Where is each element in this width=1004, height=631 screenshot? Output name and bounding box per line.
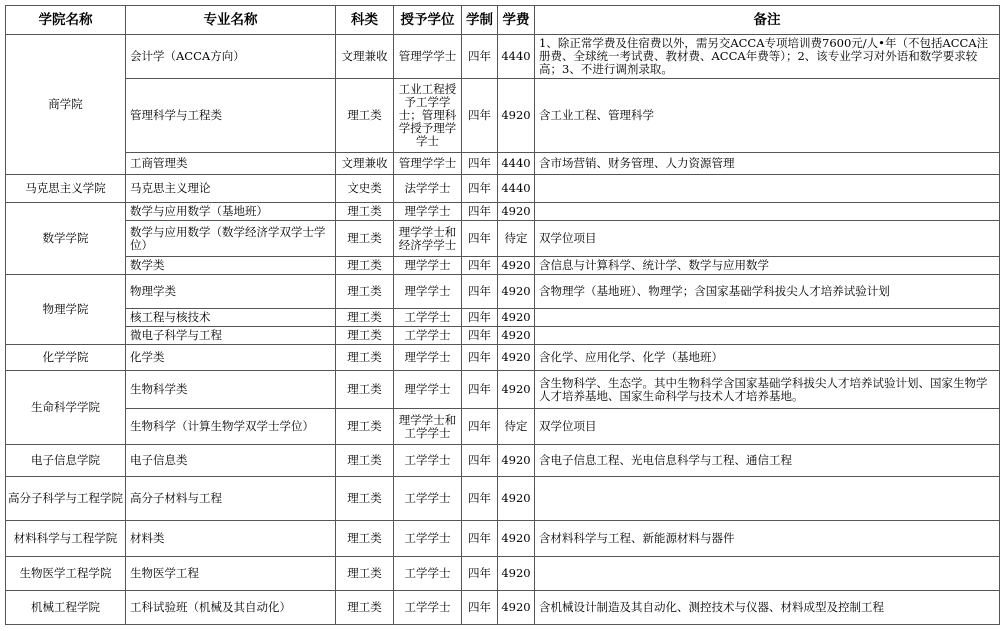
table-row: [6, 557, 1000, 591]
remarks-cell: 含工业工程、管理科学: [535, 79, 1000, 153]
tuition-cell: 4920: [498, 477, 535, 521]
header-tuition: 学费: [498, 6, 535, 35]
category-cell: 文史类: [336, 175, 394, 203]
duration-cell: 四年: [462, 309, 498, 327]
major-name-cell: 高分子材料与工程: [126, 477, 336, 521]
table-row: [6, 327, 1000, 345]
category-cell: 理工类: [336, 445, 394, 477]
tuition-cell: 待定: [498, 221, 535, 257]
remarks-cell: 含生物科学、生态学。其中生物科学含国家基础学科拔尖人才培养试验计划、国家生物学人才培养基地、国家生命科学与技术人才培养基地。: [535, 371, 1000, 409]
category-cell: 理工类: [336, 591, 394, 625]
table-row: [6, 445, 1000, 477]
tuition-cell: 4920: [498, 371, 535, 409]
duration-cell: 四年: [462, 275, 498, 309]
major-name-cell: 微电子科学与工程: [126, 327, 336, 345]
degree-cell: 工学学士: [394, 445, 462, 477]
major-name-cell: 材料类: [126, 521, 336, 557]
table-row: [6, 221, 1000, 257]
major-name-cell: 马克思主义理论: [126, 175, 336, 203]
degree-cell: 理学学士: [394, 203, 462, 221]
duration-cell: 四年: [462, 203, 498, 221]
table-row: [6, 257, 1000, 275]
degree-cell: 工学学士: [394, 327, 462, 345]
remarks-cell: 含物理学（基地班）、物理学；含国家基础学科拔尖人才培养试验计划: [535, 275, 1000, 309]
degree-cell: 工业工程授予工学学士；管理科学授予理学学士: [394, 79, 462, 153]
college-name-cell: 马克思主义学院: [6, 175, 126, 203]
major-name-cell: 电子信息类: [126, 445, 336, 477]
remarks-cell: 含材料科学与工程、新能源材料与器件: [535, 521, 1000, 557]
duration-cell: 四年: [462, 557, 498, 591]
major-name-cell: 工科试验班（机械及其自动化）: [126, 591, 336, 625]
table-row: [6, 477, 1000, 521]
category-cell: 理工类: [336, 327, 394, 345]
duration-cell: 四年: [462, 445, 498, 477]
tuition-cell: 4920: [498, 445, 535, 477]
duration-cell: 四年: [462, 371, 498, 409]
major-name-cell: 生物科学类: [126, 371, 336, 409]
tuition-cell: 4920: [498, 591, 535, 625]
header-degree: 授予学位: [394, 6, 462, 35]
category-cell: 文理兼收: [336, 35, 394, 79]
duration-cell: 四年: [462, 257, 498, 275]
degree-cell: 工学学士: [394, 557, 462, 591]
category-cell: 理工类: [336, 557, 394, 591]
degree-cell: 理学学士和经济学学士: [394, 221, 462, 257]
degree-cell: 工学学士: [394, 477, 462, 521]
college-name-cell: 机械工程学院: [6, 591, 126, 625]
remarks-cell: 含化学、应用化学、化学（基地班）: [535, 345, 1000, 371]
major-name-cell: 会计学（ACCA方向）: [126, 35, 336, 79]
table-row: [6, 409, 1000, 445]
degree-cell: 理学学士: [394, 345, 462, 371]
remarks-cell: [535, 175, 1000, 203]
degree-cell: 管理学学士: [394, 35, 462, 79]
category-cell: 理工类: [336, 521, 394, 557]
college-name-cell: 物理学院: [6, 275, 126, 345]
degree-cell: 工学学士: [394, 591, 462, 625]
table-row: [6, 345, 1000, 371]
remarks-cell: [535, 203, 1000, 221]
major-name-cell: 化学类: [126, 345, 336, 371]
college-name-cell: 生命科学学院: [6, 371, 126, 445]
category-cell: 理工类: [336, 257, 394, 275]
remarks-cell: [535, 327, 1000, 345]
remarks-cell: 含电子信息工程、光电信息科学与工程、通信工程: [535, 445, 1000, 477]
college-name-cell: 化学学院: [6, 345, 126, 371]
degree-cell: 工学学士: [394, 309, 462, 327]
duration-cell: 四年: [462, 221, 498, 257]
degree-cell: 法学学士: [394, 175, 462, 203]
college-name-cell: 生物医学工程学院: [6, 557, 126, 591]
table-row: [6, 203, 1000, 221]
duration-cell: 四年: [462, 477, 498, 521]
remarks-cell: [535, 309, 1000, 327]
tuition-cell: 4920: [498, 345, 535, 371]
major-name-cell: 物理学类: [126, 275, 336, 309]
major-name-cell: 生物医学工程: [126, 557, 336, 591]
degree-cell: 工学学士: [394, 521, 462, 557]
college-name-cell: 高分子科学与工程学院: [6, 477, 126, 521]
category-cell: 理工类: [336, 79, 394, 153]
tuition-cell: 4920: [498, 203, 535, 221]
remarks-cell: 含机械设计制造及其自动化、测控技术与仪器、材料成型及控制工程: [535, 591, 1000, 625]
remarks-cell: [535, 477, 1000, 521]
category-cell: 理工类: [336, 309, 394, 327]
category-cell: 理工类: [336, 409, 394, 445]
tuition-cell: 4920: [498, 557, 535, 591]
tuition-cell: 4920: [498, 327, 535, 345]
remarks-cell: 含信息与计算科学、统计学、数学与应用数学: [535, 257, 1000, 275]
tuition-cell: 4920: [498, 257, 535, 275]
college-name-cell: 商学院: [6, 35, 126, 175]
college-name-cell: 电子信息学院: [6, 445, 126, 477]
table-row: [6, 275, 1000, 309]
remarks-cell: 双学位项目: [535, 221, 1000, 257]
remarks-cell: 双学位项目: [535, 409, 1000, 445]
category-cell: 理工类: [336, 221, 394, 257]
table-row: [6, 79, 1000, 153]
tuition-cell: 4440: [498, 153, 535, 175]
duration-cell: 四年: [462, 409, 498, 445]
table-row: [6, 35, 1000, 79]
remarks-cell: 1、除正常学费及住宿费以外，需另交ACCA专项培训费7600元/人•年（不包括ACCA注册费、全球统一考试费、教材费、ACCA年费等）；2、该专业学习对外语和数学要求较高；3、不进行调剂录取。: [535, 35, 1000, 79]
degree-cell: 理学学士: [394, 371, 462, 409]
duration-cell: 四年: [462, 521, 498, 557]
duration-cell: 四年: [462, 35, 498, 79]
degree-cell: 管理学学士: [394, 153, 462, 175]
category-cell: 理工类: [336, 371, 394, 409]
category-cell: 文理兼收: [336, 153, 394, 175]
header-major: 专业名称: [126, 6, 336, 35]
tuition-cell: 4920: [498, 309, 535, 327]
college-name-cell: 数学学院: [6, 203, 126, 275]
duration-cell: 四年: [462, 327, 498, 345]
major-name-cell: 生物科学（计算生物学双学士学位）: [126, 409, 336, 445]
tuition-cell: 4920: [498, 521, 535, 557]
table-row: [6, 175, 1000, 203]
duration-cell: 四年: [462, 153, 498, 175]
major-name-cell: 核工程与核技术: [126, 309, 336, 327]
category-cell: 理工类: [336, 345, 394, 371]
category-cell: 理工类: [336, 203, 394, 221]
table-row: [6, 591, 1000, 625]
header-category: 科类: [336, 6, 394, 35]
degree-cell: 理学学士和工学学士: [394, 409, 462, 445]
table-row: [6, 153, 1000, 175]
duration-cell: 四年: [462, 175, 498, 203]
remarks-cell: 含市场营销、财务管理、人力资源管理: [535, 153, 1000, 175]
major-name-cell: 管理科学与工程类: [126, 79, 336, 153]
duration-cell: 四年: [462, 79, 498, 153]
degree-cell: 理学学士: [394, 257, 462, 275]
table-row: [6, 309, 1000, 327]
tuition-cell: 4920: [498, 275, 535, 309]
header-duration: 学制: [462, 6, 498, 35]
category-cell: 理工类: [336, 275, 394, 309]
category-cell: 理工类: [336, 477, 394, 521]
duration-cell: 四年: [462, 345, 498, 371]
tuition-cell: 待定: [498, 409, 535, 445]
tuition-cell: 4440: [498, 35, 535, 79]
degree-cell: 理学学士: [394, 275, 462, 309]
table-row: [6, 521, 1000, 557]
table-row: [6, 371, 1000, 409]
duration-cell: 四年: [462, 591, 498, 625]
tuition-cell: 4440: [498, 175, 535, 203]
admissions-table: [5, 5, 1000, 625]
major-name-cell: 数学类: [126, 257, 336, 275]
tuition-cell: 4920: [498, 79, 535, 153]
college-name-cell: 材料科学与工程学院: [6, 521, 126, 557]
header-row: [6, 6, 1000, 35]
header-remarks: 备注: [535, 6, 1000, 35]
major-name-cell: 数学与应用数学（数学经济学双学士学位）: [126, 221, 336, 257]
header-college: 学院名称: [6, 6, 126, 35]
major-name-cell: 数学与应用数学（基地班）: [126, 203, 336, 221]
major-name-cell: 工商管理类: [126, 153, 336, 175]
remarks-cell: [535, 557, 1000, 591]
